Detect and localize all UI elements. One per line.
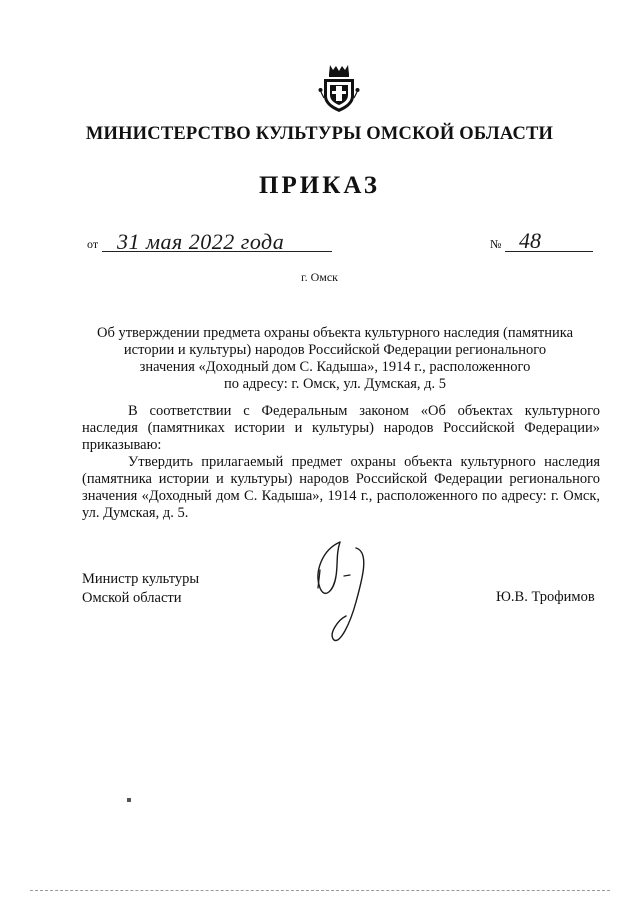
body-paragraph-decision: Утвердить прилагаемый предмет охраны объекта культурного наследия (памятника истории и культуры) народов Российской Федерации регионального значения «Доходный дом С. Кадыша», 1914 г., расположенного по адресу: г. Омск, ул. Думская, д. 5. <box>82 454 600 521</box>
order-title: ПРИКАЗ <box>259 172 380 199</box>
ministry-title: МИНИСТЕРСТВО КУЛЬТУРЫ ОМСКОЙ ОБЛАСТИ <box>85 124 554 144</box>
number-prefix: № <box>490 237 502 251</box>
subject-line: истории и культуры) народов Российской Федерации регионального <box>123 342 547 358</box>
handwritten-date: 31 мая 2022 года <box>117 229 285 254</box>
date-number-line <box>87 228 612 258</box>
scan-dot <box>127 798 131 802</box>
body-paragraph-legal-basis: В соответствии с Федеральным законом «Об объектах культурного наследия (памятниках истории и культуры) народов Российской Федерации» приказываю: <box>82 403 600 453</box>
signature-icon <box>300 528 390 658</box>
subject-line: по адресу: г. Омск, ул. Думская, д. 5 <box>223 376 447 392</box>
order-subject <box>82 325 588 393</box>
signer-title-line: Министр культуры <box>82 571 200 587</box>
date-prefix: от <box>87 237 99 251</box>
signer-name: Ю.В. Трофимов <box>496 589 595 605</box>
footer-rule <box>30 890 610 891</box>
city: г. Омск <box>301 270 338 284</box>
handwritten-number: 48 <box>519 228 541 253</box>
signer-title <box>82 570 199 608</box>
coat-of-arms-icon <box>318 62 360 114</box>
order-body <box>82 403 600 522</box>
signer-title-line: Омской области <box>82 590 182 606</box>
subject-line: значения «Доходный дом С. Кадыша», 1914 г., расположенного <box>139 359 531 375</box>
subject-line: Об утверждении предмета охраны объекта культурного наследия (памятника <box>96 325 574 341</box>
